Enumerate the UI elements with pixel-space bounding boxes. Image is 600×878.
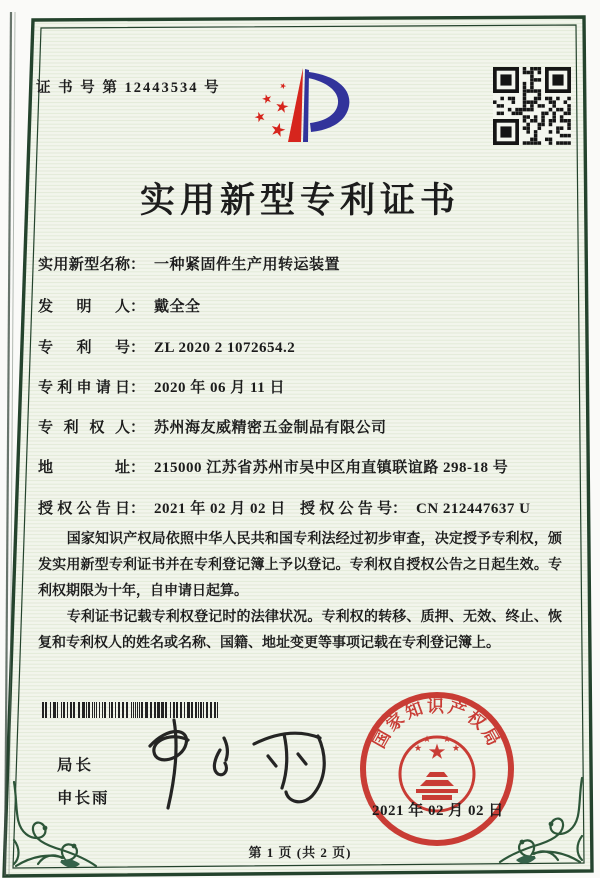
qr-code xyxy=(491,67,573,145)
legal-paragraph-2: 专利证书记载专利权登记时的法律状况。专利权的转移、质押、无效、终止、恢复和专利权人的姓名或名称、国籍、地址变更等事项记载在专利登记簿上。 xyxy=(38,610,562,651)
field-value: 2021 年 02 月 02 日 xyxy=(154,501,286,517)
legal-paragraph-1: 国家知识产权局依照中华人民共和国专利法经过初步审查，决定授予专利权，颁发实用新型专利证书并在专利登记簿上予以登记。专利权自授权公告之日起生效。专利权期限为十年，自申请日起算。 xyxy=(38,532,562,599)
seal-text: 国家知识产权局 xyxy=(369,696,505,752)
seal-ring xyxy=(363,695,511,843)
field-value: 2020 年 06 月 11 日 xyxy=(154,380,285,396)
field-colon: ： xyxy=(130,500,146,517)
legal-text xyxy=(38,527,562,657)
field-value: 215000 江苏省苏州市吴中区甪直镇联谊路 298-18 号 xyxy=(154,460,509,476)
svg-text:国家知识产权局 xyxy=(369,697,504,752)
field-label: 实用新型名称 xyxy=(38,256,130,273)
commissioner-title: 局长 xyxy=(57,757,95,774)
field-colon: ： xyxy=(130,256,146,273)
certificate-title: 实用新型专利证书 xyxy=(139,181,460,220)
certificate-number: 证 书 号 第 12443534 号 xyxy=(36,80,221,96)
field-colon: ： xyxy=(130,298,146,315)
field-row-patent-number xyxy=(38,336,562,360)
field-grant-number xyxy=(300,497,531,518)
field-label: 专利号 xyxy=(38,339,130,356)
field-colon: ： xyxy=(130,379,146,396)
field-colon: ： xyxy=(130,459,146,476)
field-value: ZL 2020 2 1072654.2 xyxy=(154,340,296,356)
field-row-name xyxy=(38,253,562,277)
logo-stars xyxy=(253,82,289,138)
logo-red-wedge xyxy=(288,68,303,142)
seal-date: 2021 年 02 月 02 日 xyxy=(372,803,504,819)
field-row-inventor xyxy=(38,295,562,319)
field-label: 专利权人 xyxy=(38,419,130,436)
field-row-grant xyxy=(38,497,562,521)
field-value: CN 212447637 U xyxy=(416,501,531,517)
logo-blue-p xyxy=(303,69,349,142)
field-value: 一种紧固件生产用转运装置 xyxy=(154,256,341,273)
field-colon: ： xyxy=(130,419,146,436)
official-seal xyxy=(354,686,520,852)
field-label: 授权公告号 xyxy=(300,500,392,517)
cnipa-logo xyxy=(242,56,360,162)
field-value: 戴全全 xyxy=(154,298,201,315)
field-colon: ： xyxy=(130,339,146,356)
field-row-address xyxy=(38,456,562,480)
field-label: 地址 xyxy=(38,459,130,476)
field-colon: ： xyxy=(392,500,408,517)
field-label: 授权公告日 xyxy=(38,500,130,517)
field-label: 专利申请日 xyxy=(38,379,130,396)
field-row-filing-date xyxy=(38,376,562,400)
field-label: 发明人 xyxy=(38,298,130,315)
commissioner-name: 申长雨 xyxy=(57,790,110,807)
page-footer: 第 1 页 (共 2 页) xyxy=(248,845,352,860)
field-value: 苏州海友威精密五金制品有限公司 xyxy=(154,419,387,436)
commissioner-signature xyxy=(128,716,343,811)
field-row-patentee xyxy=(38,416,562,440)
